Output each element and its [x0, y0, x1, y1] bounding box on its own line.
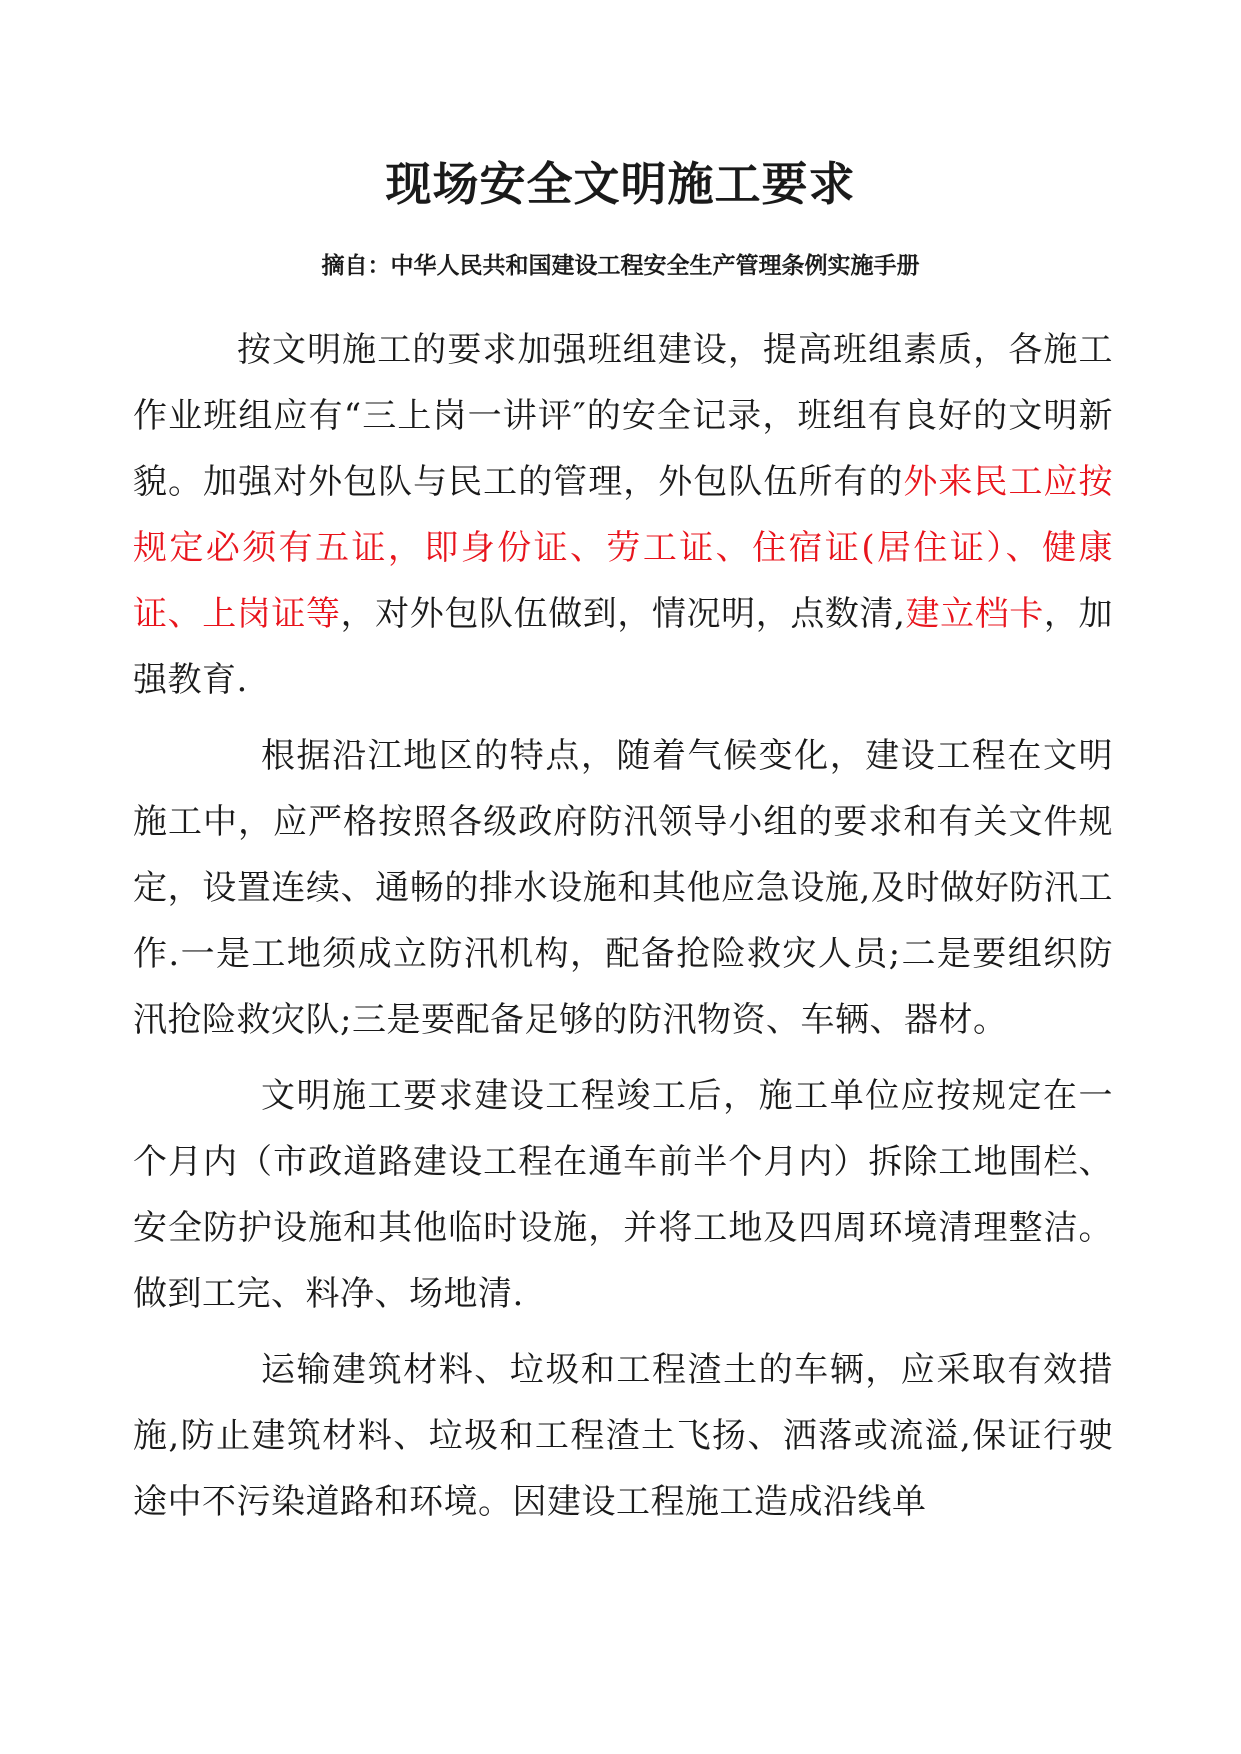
document-title: 现场安全文明施工要求 — [385, 157, 856, 211]
document-body — [133, 317, 1113, 1535]
highlighted-archive-card: 建立档卡 — [905, 594, 1044, 634]
paragraph-text: ，加强教育. — [133, 594, 1114, 700]
paragraph-flood-prevention: 根据沿江地区的特点，随着气候变化，建设工程在文明施工中，应严格按照各级政府防汛领导小组的要求和有关文件规定，设置连续、通畅的排水设施和其他应急设施,及时做好防汛工作.一是工地须成立防汛机构，配备抢险救灾人员;二是要组织防汛抢险救灾队;三是要配备足够的防汛物资、车辆、器材。 — [133, 736, 1113, 1040]
paragraph-site-cleanup: 文明施工要求建设工程竣工后，施工单位应按规定在一个月内（市政道路建设工程在通车前半个月内）拆除工地围栏、安全防护设施和其他临时设施，并将工地及四周环境清理整洁。做到工完、料净、场地清. — [133, 1076, 1113, 1314]
highlighted-five-certificates: 外来民工应按规定必须有五证，即身份证、劳工证、住宿证(居住证）、健康证、上岗证等 — [133, 462, 1113, 634]
paragraph-text: ，对外包队伍做到，情况明，点数清, — [340, 594, 906, 634]
document-subtitle: 摘自：中华人民共和国建设工程安全生产管理条例实施手册 — [321, 253, 920, 279]
paragraph-text: 按文明施工的要求加强班组建设，提高班组素质，各施工作业班组应有“三上岗一讲评″的安全记录，班组有良好的文明新貌。加强对外包队与民工的管理，外包队伍所有的 — [133, 330, 1113, 502]
paragraph-worker-management — [133, 317, 1113, 713]
paragraph-transport-vehicles: 运输建筑材料、垃圾和工程渣土的车辆，应采取有效措施,防止建筑材料、垃圾和工程渣土飞扬、洒落或流溢,保证行驶途中不污染道路和环境。因建设工程施工造成沿线单 — [133, 1350, 1113, 1522]
